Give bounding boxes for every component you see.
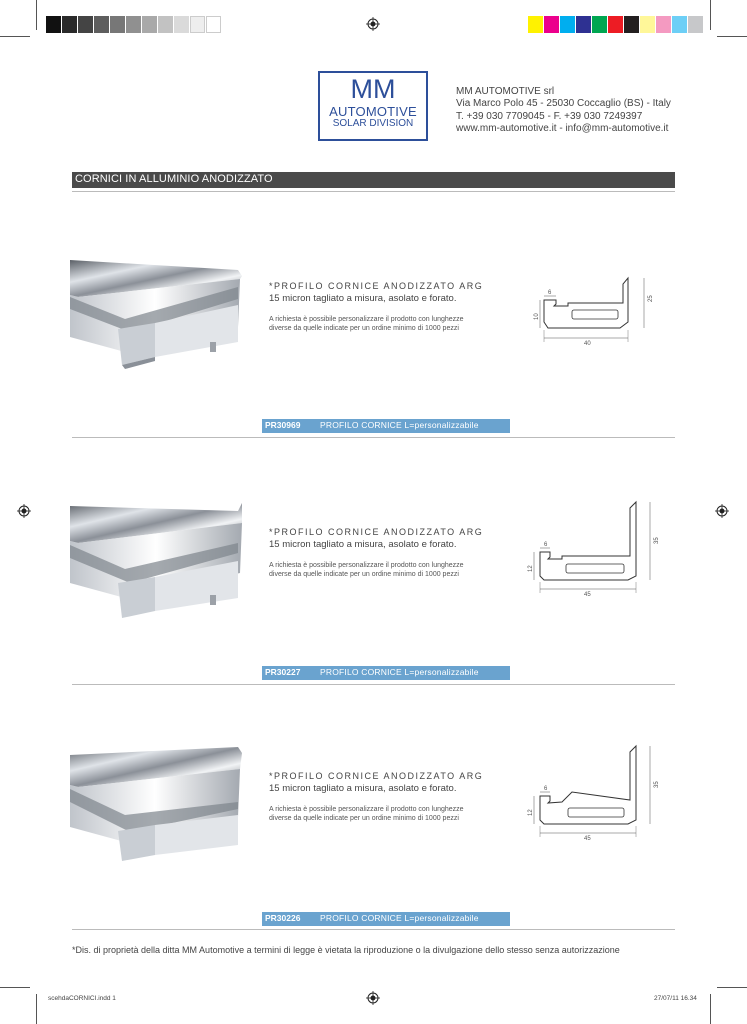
crop-mark <box>717 36 747 37</box>
dim-base: 10 <box>534 313 540 320</box>
logo-mm: MM <box>350 74 396 104</box>
divider <box>72 437 675 438</box>
registration-mark-icon <box>715 504 729 518</box>
color-swatch <box>608 16 623 33</box>
company-address: Via Marco Polo 45 - 25030 Coccaglio (BS) - Italy <box>456 98 671 110</box>
company-name: MM AUTOMOTIVE srl <box>456 86 555 97</box>
color-swatch <box>528 16 543 33</box>
divider <box>72 684 675 685</box>
product-title: *PROFILO CORNICE ANODIZZATO ARG <box>269 771 484 781</box>
color-swatch <box>78 16 93 33</box>
footer-disclaimer: *Dis. di proprietà della ditta MM Automotive a termini di legge è vietata la riproduzione o la divulgazione dello stesso senza autorizzazione <box>72 945 620 955</box>
dim-width: 40 <box>584 341 591 347</box>
registration-mark-icon <box>17 504 31 518</box>
product-code: PR30227 <box>265 667 301 677</box>
color-swatch <box>126 16 141 33</box>
color-swatch <box>544 16 559 33</box>
product-subtitle: 15 micron tagliato a misura, asolato e forato. <box>269 539 457 550</box>
crop-mark <box>36 994 37 1024</box>
logo-automotive: AUTOMOTIVE <box>329 104 417 119</box>
profile-photo <box>70 503 242 618</box>
product-note-line: A richiesta è possibile personalizzare il prodotto con lunghezze <box>269 806 464 813</box>
color-swatch <box>110 16 125 33</box>
product-code-desc: PROFILO CORNICE L=personalizzabile <box>320 667 479 677</box>
product-note-line: A richiesta è possibile personalizzare il prodotto con lunghezze <box>269 316 464 323</box>
product-code-desc: PROFILO CORNICE L=personalizzabile <box>320 420 479 430</box>
company-phone: T. +39 030 7709045 - F. +39 030 7249397 <box>456 110 643 122</box>
dim-lip: 6 <box>548 290 552 296</box>
profile-drawing <box>522 500 662 600</box>
footer-filename: scehdaCORNICI.indd 1 <box>48 995 116 1002</box>
color-swatch <box>158 16 173 33</box>
color-swatch <box>640 16 655 33</box>
crop-mark <box>0 36 30 37</box>
registration-mark-icon <box>366 991 380 1005</box>
crop-mark <box>710 0 711 30</box>
color-swatch <box>592 16 607 33</box>
product-note <box>269 315 509 333</box>
dim-lip: 6 <box>544 542 548 548</box>
divider <box>72 191 675 192</box>
product-note <box>269 561 509 579</box>
dim-lip: 6 <box>544 786 548 792</box>
color-swatch <box>656 16 671 33</box>
color-swatch <box>190 16 205 33</box>
color-swatch <box>624 16 639 33</box>
color-swatch <box>174 16 189 33</box>
product-code-bar <box>262 419 510 433</box>
crop-mark <box>710 994 711 1024</box>
dim-width: 45 <box>584 836 591 842</box>
color-swatch <box>94 16 109 33</box>
color-swatch <box>560 16 575 33</box>
profile-drawing <box>522 744 662 844</box>
product-code-bar <box>262 666 510 680</box>
color-swatch <box>142 16 157 33</box>
product-note-line: A richiesta è possibile personalizzare il prodotto con lunghezze <box>269 562 464 569</box>
dim-base: 12 <box>528 809 534 816</box>
product-code-desc: PROFILO CORNICE L=personalizzabile <box>320 913 479 923</box>
section-title: CORNICI IN ALLUMINIO ANODIZZATO <box>75 173 273 185</box>
color-swatch <box>62 16 77 33</box>
product-subtitle: 15 micron tagliato a misura, asolato e forato. <box>269 783 457 794</box>
product-note-line: diverse da quelle indicate per un ordine minimo di 1000 pezzi <box>269 325 459 332</box>
dim-height: 35 <box>654 781 660 788</box>
divider <box>72 929 675 930</box>
product-title: *PROFILO CORNICE ANODIZZATO ARG <box>269 281 484 291</box>
product-title: *PROFILO CORNICE ANODIZZATO ARG <box>269 527 484 537</box>
product-note-line: diverse da quelle indicate per un ordine minimo di 1000 pezzi <box>269 571 459 578</box>
crop-mark <box>0 987 30 988</box>
profile-photo <box>70 257 242 372</box>
registration-mark-icon <box>366 17 380 31</box>
profile-photo <box>70 747 242 862</box>
crop-mark <box>36 0 37 30</box>
section-header <box>72 172 675 188</box>
company-logo <box>318 71 428 141</box>
dim-height: 25 <box>648 295 654 302</box>
color-swatch <box>46 16 61 33</box>
product-note <box>269 805 509 823</box>
footer-timestamp: 27/07/11 16.34 <box>654 995 697 1002</box>
profile-drawing <box>528 270 668 350</box>
product-code: PR30969 <box>265 420 301 430</box>
product-code: PR30226 <box>265 913 301 923</box>
logo-solar-division: SOLAR DIVISION <box>332 118 414 129</box>
company-info <box>456 86 671 136</box>
product-note-line: diverse da quelle indicate per un ordine minimo di 1000 pezzi <box>269 815 459 822</box>
product-subtitle: 15 micron tagliato a misura, asolato e forato. <box>269 293 457 304</box>
color-swatch <box>206 16 221 33</box>
dim-width: 45 <box>584 592 591 598</box>
color-swatch <box>672 16 687 33</box>
color-swatch <box>688 16 703 33</box>
dim-height: 35 <box>654 537 660 544</box>
color-swatch <box>576 16 591 33</box>
crop-mark <box>717 987 747 988</box>
product-code-bar <box>262 912 510 926</box>
company-web[interactable]: www.mm-automotive.it - info@mm-automotive.it <box>456 123 669 135</box>
dim-base: 12 <box>528 565 534 572</box>
